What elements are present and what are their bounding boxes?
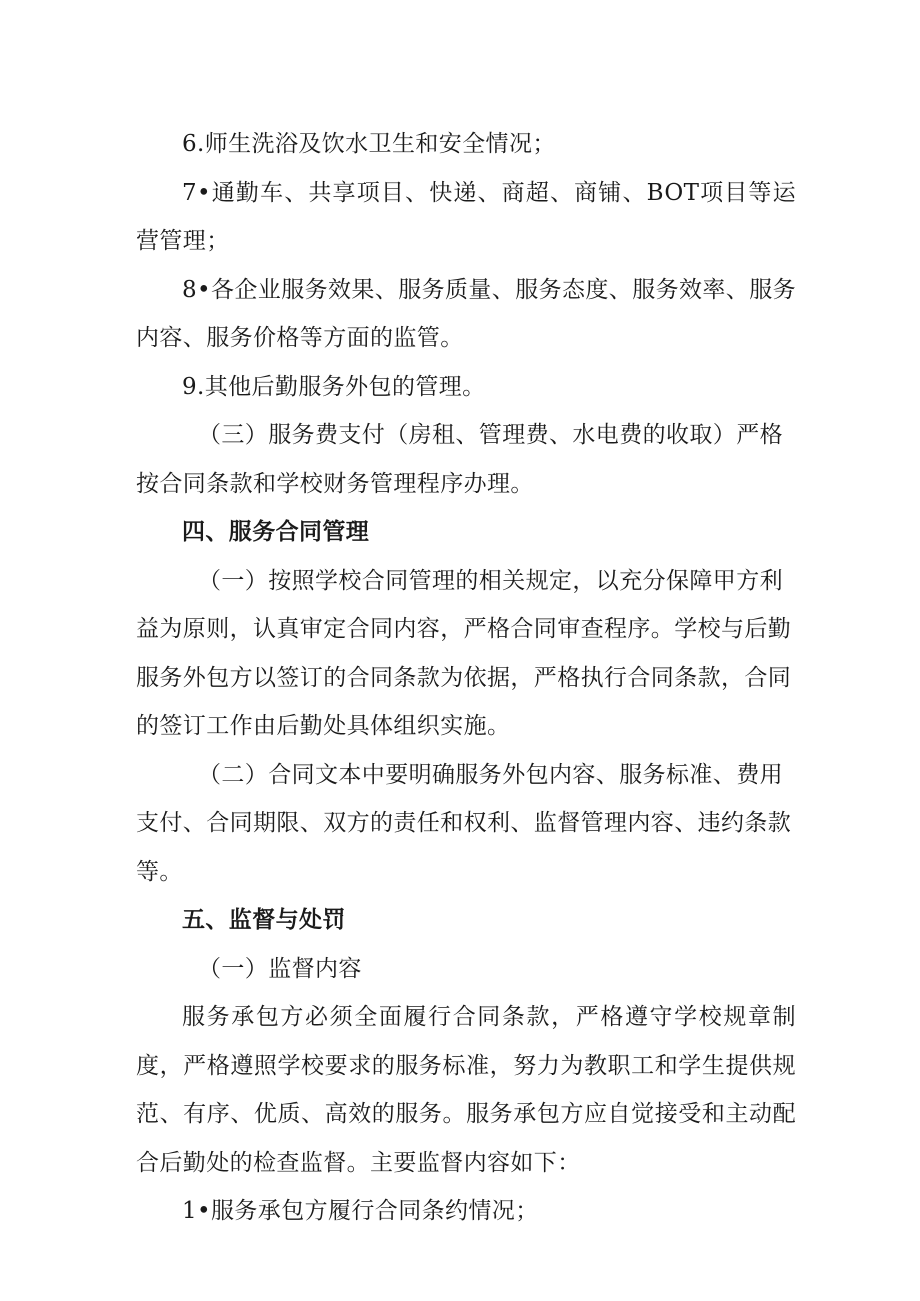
clause-1-supervision-content: （一）监督内容 <box>198 955 362 982</box>
list-item-9: 9.其他后勤服务外包的管理。 <box>182 373 486 400</box>
list-item-6: 6.师生洗浴及饮水卫生和安全情况； <box>182 131 556 157</box>
clause-2-contract-text: （二）合同文本中要明确服务外包内容、服务标准、费用支付、合同期限、双方的责任和权利、监督管理内容、违约条款等。 <box>136 761 792 885</box>
supervision-body-paragraph: 服务承包方必须全面履行合同条款，严格遵守学校规章制度，严格遵照学校要求的服务标准，努力为教职工和学生提供规范、有序、优质、高效的服务。服务承包方应自觉接受和主动配合后勤处的检查监督。主要监督内容如下： <box>136 1004 796 1176</box>
list-item-7: 7•通勤车、共享项目、快递、商超、商铺、BOT项目等运营管理； <box>136 179 796 254</box>
document-body <box>136 120 796 1236</box>
clause-3-payment: （三）服务费支付（房租、管理费、水电费的收取）严格按合同条款和学校财务管理程序办理。 <box>136 422 783 497</box>
list-item-8: 8•各企业服务效果、服务质量、服务态度、服务效率、服务内容、服务价格等方面的监管。 <box>136 276 796 351</box>
section-heading-supervision-penalty: 五、监督与处罚 <box>182 907 346 933</box>
list-item-1: 1•服务承包方履行合同条约情况； <box>182 1198 539 1224</box>
clause-1-contract-review: （一）按照学校合同管理的相关规定，以充分保障甲方利益为原则，认真审定合同内容，严格合同审查程序。学校与后勤服务外包方以签订的合同条款为依据，严格执行合同条款，合同的签订工作由后勤处具体组织实施。 <box>136 567 792 739</box>
section-heading-contract-management: 四、服务合同管理 <box>182 519 370 545</box>
